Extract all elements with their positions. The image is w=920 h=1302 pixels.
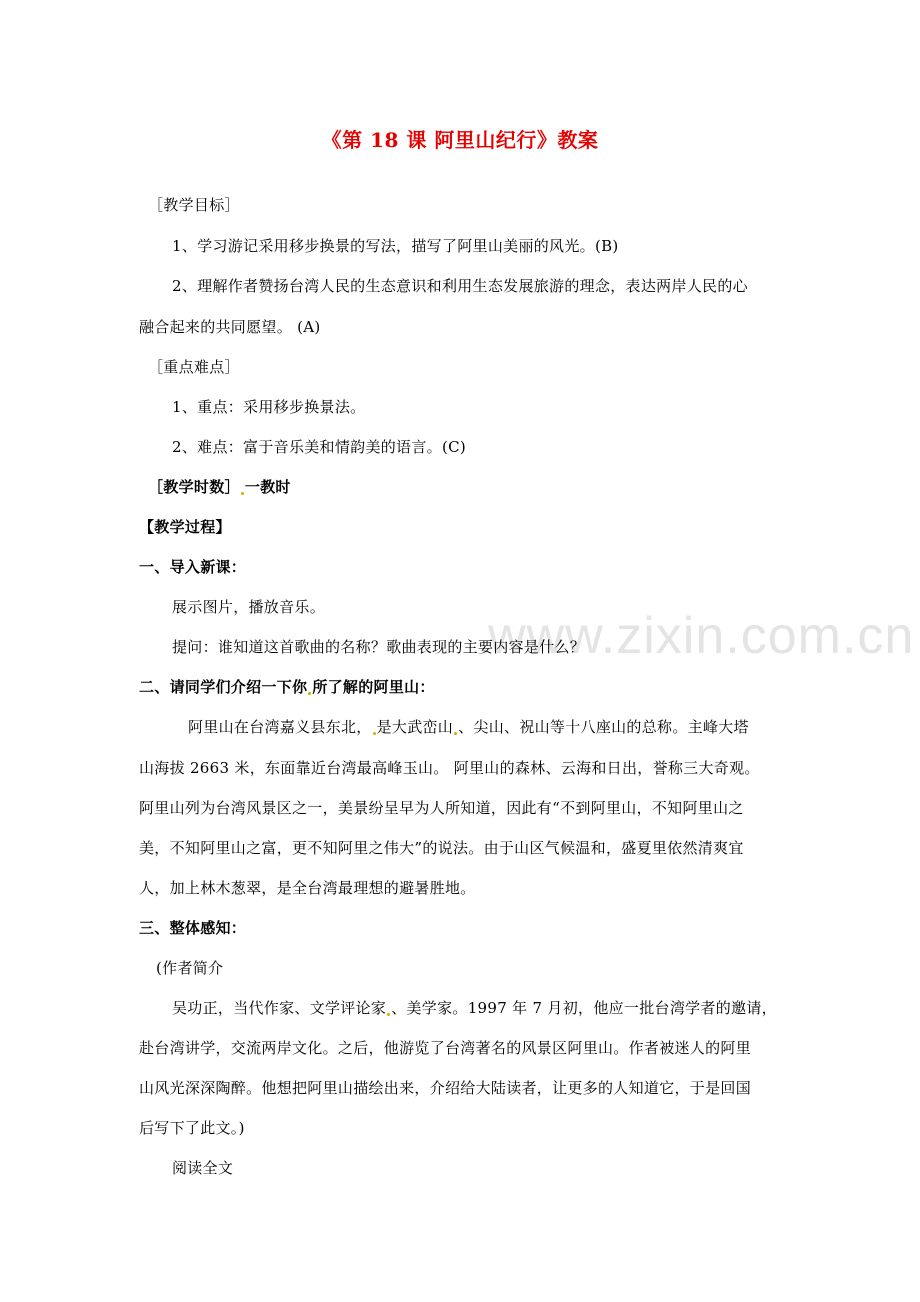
decorative-dot (387, 1013, 390, 1016)
objective-2-line-2: 融合起来的共同愿望。 (A) (139, 318, 321, 336)
watermark: www.zixin.com.cn (488, 607, 915, 665)
step-2-paragraph-line-4: 美，不知阿里山之富，更不知阿里之伟大”的说法。由于山区气候温和，盛夏里依然清爽宜 (139, 839, 744, 857)
author-intro-label: (作者简介 (156, 959, 224, 977)
author-paragraph-line-3: 山风光深深陶醉。他想把阿里山描绘出来，介绍给大陆读者，让更多的人知道它，于是回国 (139, 1079, 752, 1097)
objective-1: 1、学习游记采用移步换景的写法，描写了阿里山美丽的风光。(B) (172, 237, 619, 255)
decorative-dot (373, 732, 376, 735)
teaching-hours-label: ［教学时数］ (148, 478, 240, 496)
objective-2-line-1: 2、理解作者赞扬台湾人民的生态意识和利用生态发展旅游的理念，表达两岸人民的心 (172, 277, 748, 295)
step-2-p1-part-1: 阿里山在台湾嘉义县东北， (188, 718, 372, 736)
step-2-paragraph-line-3: 阿里山列为台湾风景区之一，美景纷呈早为人所知道，因此有“不到阿里山，不知阿里山之 (139, 799, 744, 817)
page-title: 《第 18 课 阿里山纪行》教案 (321, 128, 599, 152)
step-1-header: 一、导入新课： (139, 558, 247, 576)
key-point-1: 1、重点：采用移步换景法。 (172, 398, 366, 416)
author-paragraph-line-2: 赴台湾讲学，交流两岸文化。之后，他游览了台湾著名的风景区阿里山。作者被迷人的阿里 (139, 1039, 752, 1057)
decorative-dot (241, 492, 244, 495)
decorative-dot (454, 732, 457, 735)
process-header: 【教学过程】 (139, 518, 231, 536)
key-points-header: ［重点难点］ (148, 358, 240, 376)
decorative-dot (308, 692, 311, 695)
step-3-header: 三、整体感知： (139, 919, 247, 937)
step-2-header-part-2: 所了解的阿里山： (312, 678, 435, 696)
step-2-header (139, 677, 435, 697)
step-1-line-1: 展示图片，播放音乐。 (172, 598, 326, 616)
step-2-p1-part-2: 是大武峦山 (376, 718, 454, 736)
key-point-2: 2、难点：富于音乐美和情韵美的语言。(C) (172, 438, 467, 456)
step-2-paragraph-line-2: 山海拔 2663 米，东面靠近台湾最高峰玉山。 阿里山的森林、云海和日出，誉称三大奇观。 (139, 759, 760, 777)
step-2-header-part-1: 二、请同学们介绍一下你 (139, 678, 308, 696)
teaching-hours (148, 477, 291, 497)
author-paragraph-line-1 (172, 998, 777, 1018)
author-p1-part-1: 吴功正，当代作家、文学评论家 (172, 999, 387, 1017)
author-paragraph-line-4: 后写下了此文。) (139, 1119, 245, 1137)
teaching-hours-value: 一教时 (244, 478, 291, 496)
objectives-header: ［教学目标］ (148, 196, 240, 214)
step-2-paragraph-line-5: 人，加上林木葱翠，是全台湾最理想的避暑胜地。 (139, 879, 476, 897)
author-p1-part-2: 、美学家。1997 年 7 月初，他应一批台湾学者的邀请， (391, 999, 777, 1017)
step-2-paragraph-line-1 (188, 717, 749, 737)
read-full-text: 阅读全文 (172, 1159, 234, 1177)
step-2-p1-part-3: 、尖山、祝山等十八座山的总称。主峰大塔 (458, 718, 749, 736)
step-1-line-2: 提问：谁知道这首歌曲的名称？歌曲表现的主要内容是什么？ (172, 638, 586, 656)
